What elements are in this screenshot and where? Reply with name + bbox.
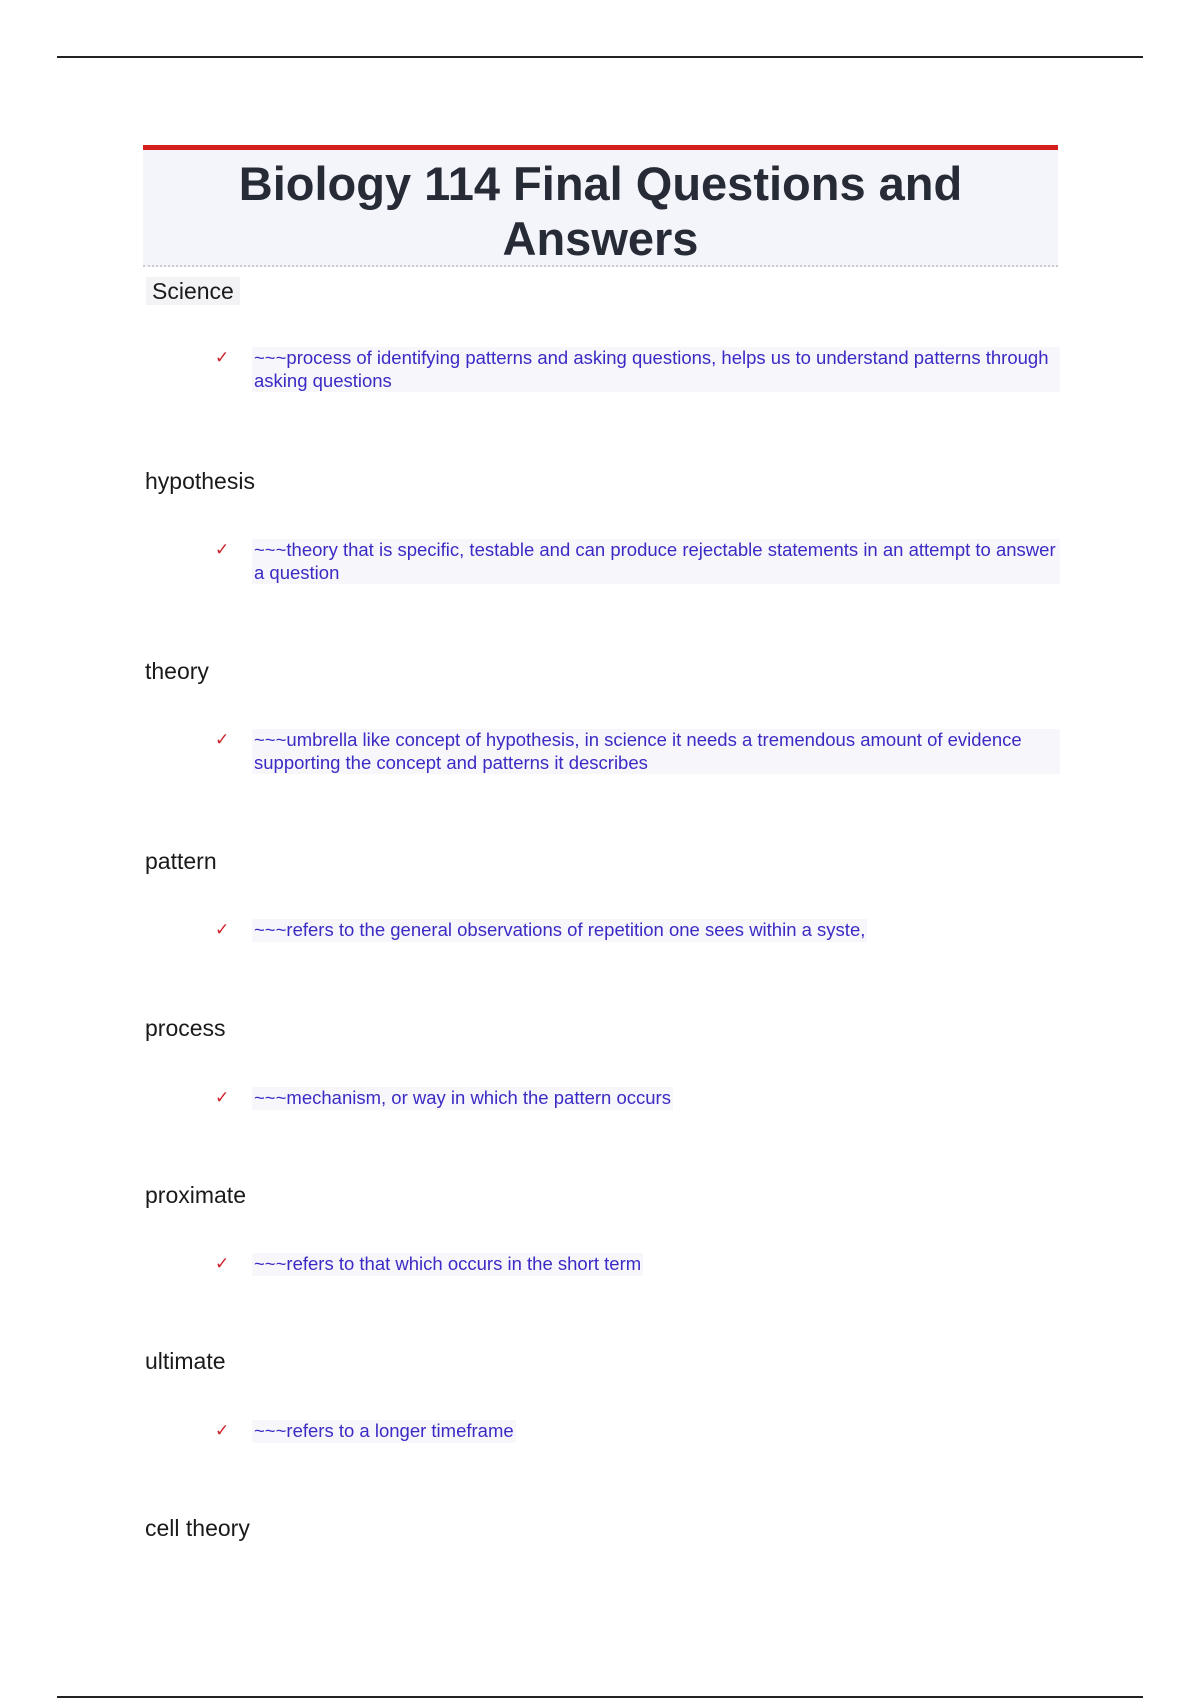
- answer-item-theory: [215, 729, 1060, 774]
- term-proximate: proximate: [145, 1182, 246, 1208]
- answer-text: ~~~theory that is specific, testable and can produce rejectable statements in an attempt to answer a question: [252, 539, 1060, 584]
- checkmark-icon: ✓: [215, 348, 230, 368]
- answer-item-hypothesis: [215, 539, 1060, 584]
- title-block: [143, 145, 1058, 267]
- answer-item-pattern: [215, 919, 1060, 942]
- term-pattern: pattern: [145, 848, 217, 874]
- term-cell-theory: cell theory: [145, 1515, 250, 1541]
- checkmark-icon: ✓: [215, 730, 230, 750]
- checkmark-icon: ✓: [215, 540, 230, 560]
- document-title: Biology 114 Final Questions and Answers: [238, 157, 963, 265]
- answer-text: ~~~process of identifying patterns and asking questions, helps us to understand patterns through asking questions: [252, 347, 1060, 392]
- answer-text: ~~~mechanism, or way in which the pattern occurs: [254, 1087, 671, 1108]
- answer-text: ~~~refers to that which occurs in the short term: [254, 1253, 642, 1274]
- footer-rule: [57, 1696, 1143, 1698]
- term-science: Science: [146, 277, 240, 305]
- term-process: process: [145, 1015, 226, 1041]
- answer-text: ~~~refers to a longer timeframe: [254, 1420, 514, 1441]
- answer-item-science: [215, 347, 1060, 392]
- checkmark-icon: ✓: [215, 1421, 230, 1441]
- answer-text: ~~~refers to the general observations of repetition one sees within a syste,: [254, 919, 866, 940]
- answer-item-ultimate: [215, 1420, 1060, 1443]
- answer-item-process: [215, 1087, 1060, 1110]
- checkmark-icon: ✓: [215, 1088, 230, 1108]
- checkmark-icon: ✓: [215, 1254, 230, 1274]
- term-ultimate: ultimate: [145, 1348, 226, 1374]
- term-hypothesis: hypothesis: [145, 468, 255, 494]
- term-theory: theory: [145, 658, 209, 684]
- header-rule: [57, 56, 1143, 58]
- answer-item-proximate: [215, 1253, 1060, 1276]
- answer-text: ~~~umbrella like concept of hypothesis, in science it needs a tremendous amount of evidence supporting the concept and patterns it describes: [252, 729, 1060, 774]
- checkmark-icon: ✓: [215, 920, 230, 940]
